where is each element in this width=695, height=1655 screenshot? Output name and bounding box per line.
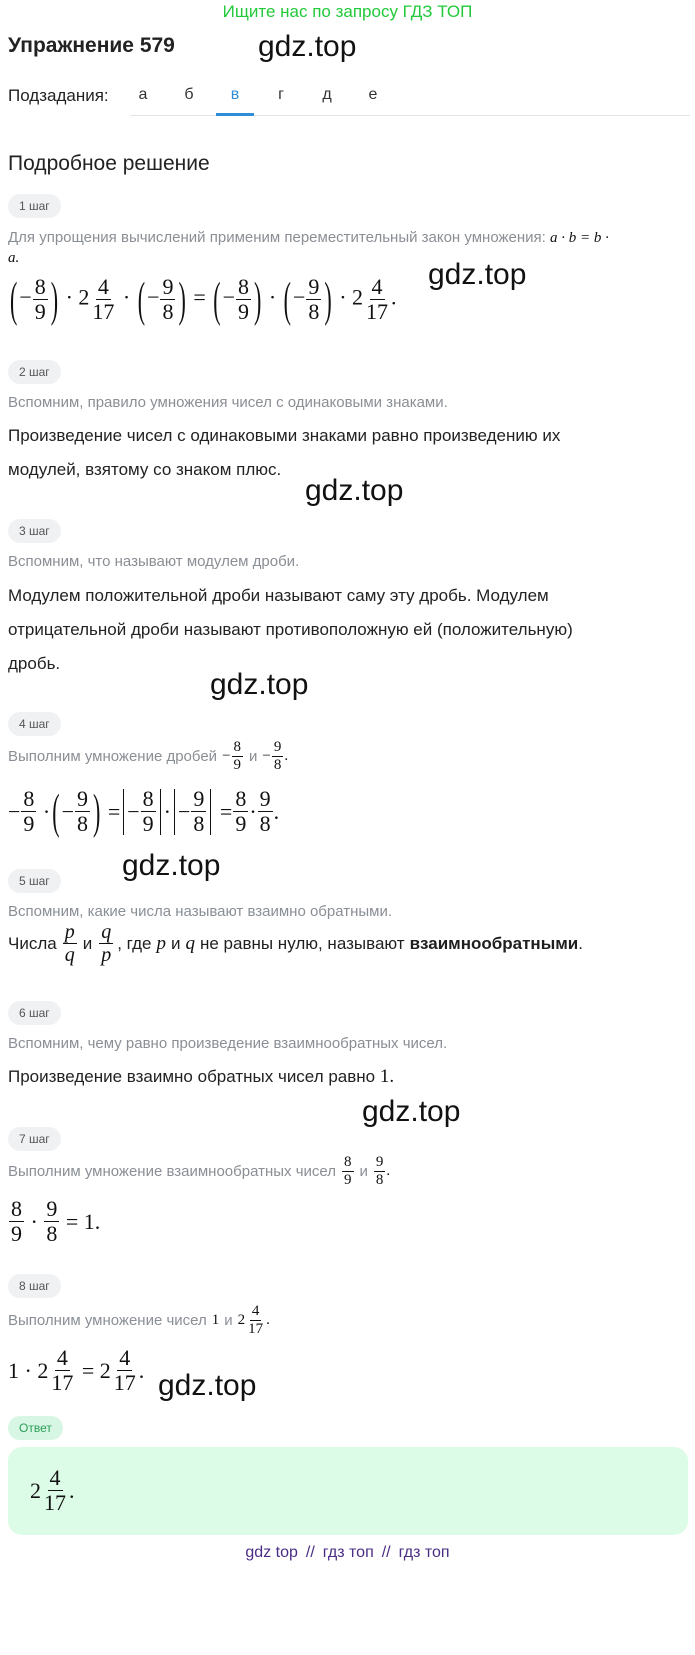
step-8-hint-text: Выполним умножение чисел [8,1312,207,1329]
step-1-formula: (− $\frac{8}{9}$ ) · 2 $\frac{4}{17}$ · (− $\frac{9}{8}$ ) = (− $\frac{8}{9}$ ) · (− $\frac{9}{8}$ ) · 2 $\frac{4}{17}$ . [10,270,397,326]
step-7-badge: 7 шаг [8,1127,61,1151]
watermark: gdz.top [258,30,357,63]
step-3-text-line1: Модулем положительной дроби называют саму эту дробь. Модулем [8,586,549,605]
active-tab-indicator [216,113,254,116]
answer-value: 2 $\frac{4}{17}$ . [30,1465,75,1515]
step-2-text-line1: Произведение чисел с одинаковыми знаками равно произведению их [8,426,561,445]
step-5-hint: Вспомним, какие числа называют взаимно обратными. [8,903,393,920]
step-4-hint: Выполним умножение дробей − $\frac{8}{9}$ и − $\frac{9}{8}$ . [8,739,289,773]
footer-link-gdz-top-ru[interactable]: гдз топ [322,1544,374,1561]
step-2-badge: 2 шаг [8,360,61,384]
watermark: gdz.top [305,474,404,507]
footer-link-gdz-top-ru-2[interactable]: гдз топ [398,1544,450,1561]
watermark: gdz.top [428,258,527,291]
step-5-text-where: , где [117,933,152,953]
step-1-hint-formula: a · b = b · [550,230,609,246]
watermark: gdz.top [122,849,221,882]
solution-heading: Подробное решение [8,152,210,175]
step-5-text: Числа $\frac{p}{q}$ и $\frac{q}{p}$ , где p и q не равны нулю, называют взаимнообратными . [8,921,583,966]
tab-d[interactable]: д [322,86,332,103]
step-6-badge: 6 шаг [8,1001,61,1025]
step-4-formula: − $\frac{8}{9}$ · ( − $\frac{9}{8}$ ) = − $\frac{8}{9}$ · − $\frac{9}{8}$ = $\frac{8}{9}$ · $\frac{9}{8}$ . [8,782,280,838]
subtask-tabs [130,76,690,116]
step-1-hint-text: Для упрощения вычислений применим переместительный закон умножения: [8,229,546,246]
step-4-hint-text: Выполним умножение дробей [8,748,218,765]
footer-separator: // [305,1544,315,1561]
step-7-formula: $\frac{8}{9}$ · $\frac{9}{8}$ = 1. [11,1196,101,1246]
step-8-hint-and: и [224,1312,233,1329]
step-4-badge: 4 шаг [8,712,61,736]
step-5-text-bold: взаимнообратными [409,933,579,953]
watermark: gdz.top [210,668,309,701]
answer-box [8,1447,688,1535]
step-7-hint: Выполним умножение взаимнообратных чисел $\frac{8}{9}$ и $\frac{9}{8}$ . [8,1154,391,1188]
step-5-text-end: . [578,933,583,953]
tab-a[interactable]: а [138,86,148,103]
tab-e[interactable]: е [368,86,378,103]
step-8-hint: Выполним умножение чисел 1 и 2 $\frac{4}{17}$ . [8,1303,270,1337]
step-5-text-and2: и [170,933,181,953]
step-8-formula: 1 · 2 $\frac{4}{17}$ = 2 $\frac{4}{17}$ . [8,1345,145,1395]
step-2-text-line2: модулей, взятому со знаком плюс. [8,460,282,479]
step-7-hint-text: Выполним умножение взаимнообратных чисел [8,1163,336,1180]
step-1-badge: 1 шаг [8,194,61,218]
step-3-text-line3: дробь. [8,654,61,673]
step-7-hint-and: и [359,1163,368,1180]
step-6-text-value: 1. [379,1066,395,1087]
step-2-hint: Вспомним, правило умножения чисел с одинаковыми знаками. [8,394,448,411]
tab-b[interactable]: б [184,86,194,103]
step-5-text-and: и [82,933,93,953]
step-3-text-line2: отрицательной дроби называют противоположную ей (положительную) [8,620,573,639]
step-6-text-main: Произведение взаимно обратных чисел равно [8,1067,376,1086]
step-6-hint: Вспомним, чему равно произведение взаимнообратных чисел. [8,1035,448,1052]
step-3-hint: Вспомним, что называют модулем дроби. [8,553,300,570]
footer-links [0,1544,695,1562]
step-5-text-mid: не равны нулю, называют [199,933,405,953]
step-1-hint-formula-cont: a. [8,250,20,266]
answer-badge: Ответ [8,1416,63,1440]
step-6-text [8,1059,394,1095]
footer-separator: // [381,1544,391,1561]
tab-g[interactable]: г [278,86,284,103]
step-8-badge: 8 шаг [8,1274,61,1298]
watermark: gdz.top [362,1095,461,1128]
page-title: Упражнение 579 [8,34,175,57]
footer-link-gdz-top[interactable]: gdz top [245,1544,298,1561]
subtasks-label: Подзадания: [8,86,109,105]
step-5-badge: 5 шаг [8,869,61,893]
step-5-text-prefix: Числа [8,933,57,953]
step-3-badge: 3 шаг [8,519,61,543]
step-1-hint [8,229,609,247]
watermark: gdz.top [158,1369,257,1402]
search-banner: Ищите нас по запросу ГДЗ ТОП [222,2,473,21]
tab-v[interactable]: в [230,86,240,103]
step-4-hint-and: и [249,748,258,765]
